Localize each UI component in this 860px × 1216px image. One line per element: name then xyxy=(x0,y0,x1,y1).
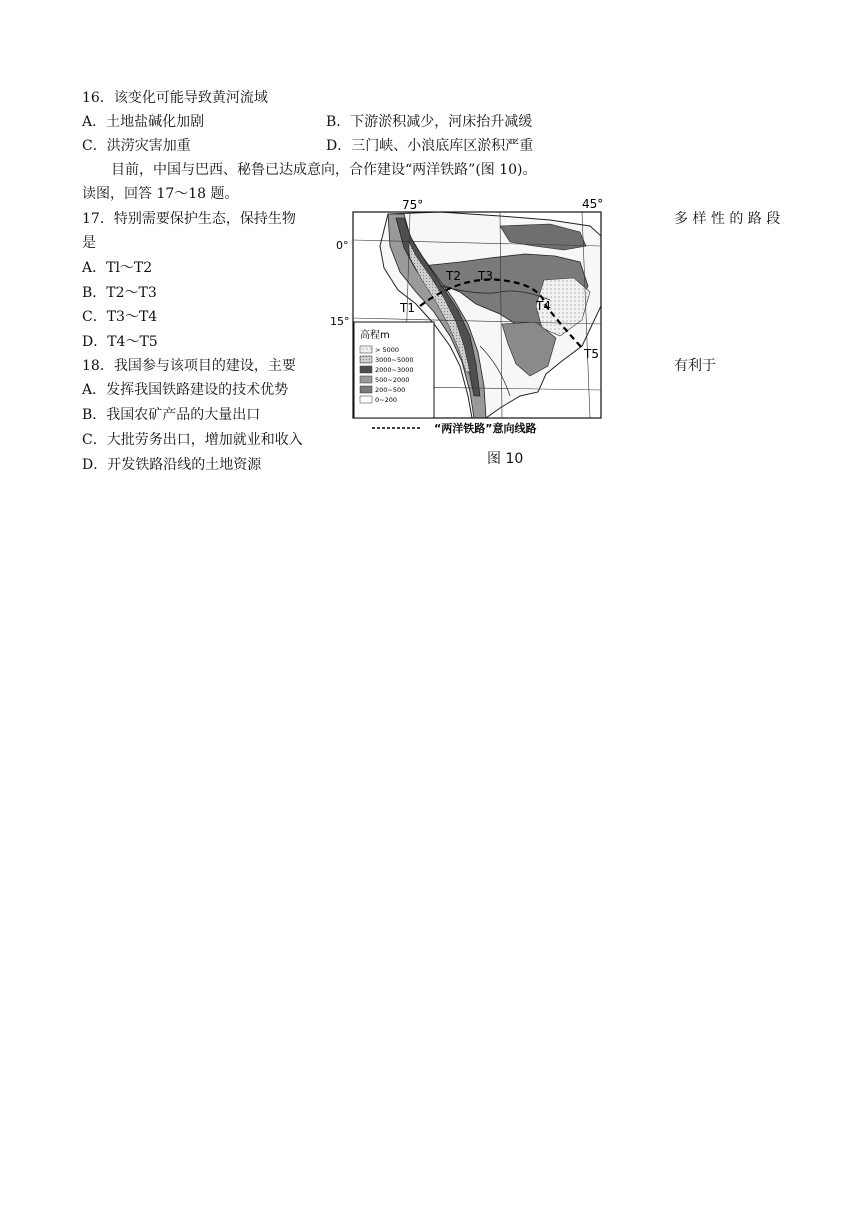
point-t5-label: T5 xyxy=(584,347,599,361)
q17-option-b: B．T2～T3 xyxy=(82,285,157,301)
q16-stem: 16．该变化可能导致黄河流域 xyxy=(82,90,268,106)
figure-caption: 图 10 xyxy=(487,451,524,467)
q18-stem-right: 有利于 xyxy=(674,358,716,374)
legend-item-6: 0~200 xyxy=(375,396,397,404)
route-legend-label: “两洋铁路”意向线路 xyxy=(434,422,537,435)
q16-option-b: B．下游淤积减少，河床抬升减缓 xyxy=(326,114,533,130)
intro-line-1: 目前，中国与巴西、秘鲁已达成意向，合作建设“两洋铁路”(图 10)。 xyxy=(111,162,537,178)
lat-0-label: 0° xyxy=(336,239,349,252)
q18-option-a: A．发挥我国铁路建设的技术优势 xyxy=(82,382,289,398)
point-t2-label: T2 xyxy=(446,269,461,283)
q16-option-a: A．土地盐碱化加剧 xyxy=(82,114,205,130)
q18-option-c: C．大批劳务出口，增加就业和收入 xyxy=(82,432,303,448)
legend-item-3: 2000~3000 xyxy=(375,366,414,374)
legend-title: 高程m xyxy=(360,330,390,341)
lat-15-label: 15° xyxy=(330,315,350,328)
q18-option-d: D．开发铁路沿线的土地资源 xyxy=(82,457,262,473)
legend-item-5: 200~500 xyxy=(375,386,406,394)
point-t4-label: T4 xyxy=(536,299,551,313)
intro-line-2: 读图，回答 17～18 题。 xyxy=(82,186,239,202)
point-t3-label: T3 xyxy=(478,269,493,283)
q18-stem-left: 18．我国参与该项目的建设，主要 xyxy=(82,358,296,374)
point-t1-label: T1 xyxy=(400,301,415,315)
q17-option-c: C．T3～T4 xyxy=(82,309,158,325)
legend-item-1: > 5000 xyxy=(375,346,400,354)
q17-option-a: A．Tl～T2 xyxy=(82,260,153,276)
q17-stem-cont: 是 xyxy=(82,235,96,251)
q16-option-d: D．三门峡、小浪底库区淤积严重 xyxy=(326,138,534,154)
lon-75-label: 75° xyxy=(402,198,424,212)
q17-stem-right: 多 样 性 的 路 段 xyxy=(674,211,781,227)
q17-option-d: D．T4～T5 xyxy=(82,334,158,350)
legend-item-2: 3000~5000 xyxy=(375,356,414,364)
legend-item-4: 500~2000 xyxy=(375,376,410,384)
q16-option-c: C．洪涝灾害加重 xyxy=(82,138,191,154)
elevation-legend xyxy=(354,322,434,418)
figure-10-map xyxy=(330,196,660,440)
q18-option-b: B．我国农矿产品的大量出口 xyxy=(82,407,261,423)
q17-stem-left: 17．特别需要保护生态，保持生物 xyxy=(82,211,296,227)
lon-45-label: 45° xyxy=(582,197,604,211)
